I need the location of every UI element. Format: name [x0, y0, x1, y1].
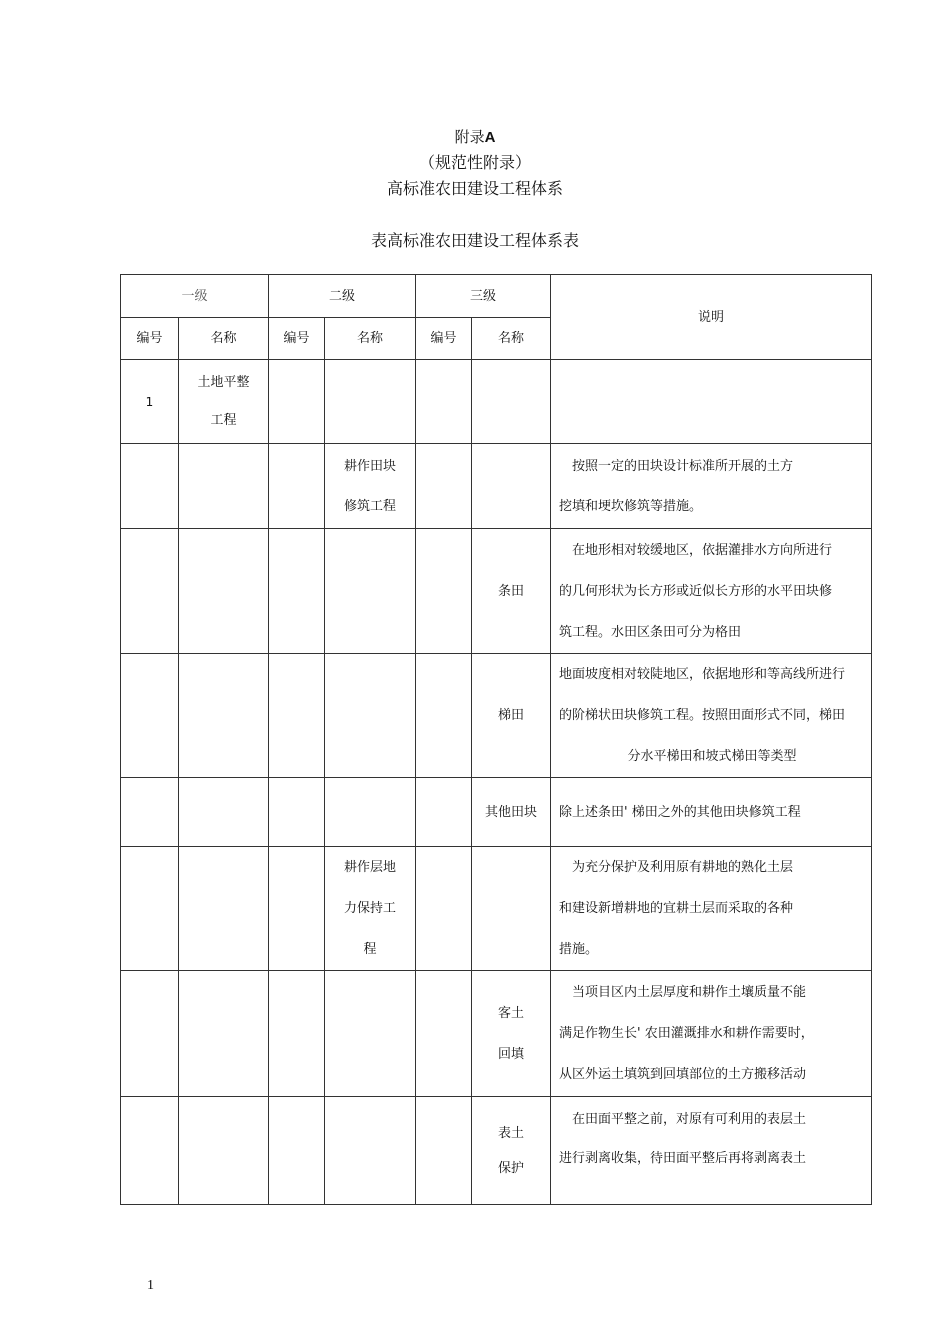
l1-name-line: 工程 — [210, 413, 237, 428]
l3-name-line: 表土 — [498, 1125, 525, 1141]
engineering-system-table — [120, 274, 872, 1205]
description-line: 的阶梯状田块修筑工程。按照田面形式不同，梯田 — [559, 708, 846, 723]
l2-name-line: 修筑工程 — [344, 498, 397, 514]
table-title: 表高标准农田建设工程体系表 — [370, 231, 579, 250]
description-cell — [551, 529, 872, 654]
description-line: 按照一定的田块设计标准所开展的土方 — [559, 458, 794, 474]
description-line: 挖填和埂坎修筑等措施。 — [559, 498, 703, 514]
level2-header: 二级 — [269, 275, 416, 318]
description-line: 当项目区内土层厚度和耕作土壤质量不能 — [559, 985, 807, 1000]
l3-code-header: 编号 — [416, 318, 472, 360]
table-row — [121, 1097, 872, 1205]
l1-name-header: 名称 — [179, 318, 269, 360]
l3-name — [472, 971, 551, 1097]
table-row — [121, 778, 872, 847]
description-line: 和建设新增耕地的宜耕土层而采取的各种 — [559, 901, 794, 916]
description-line: 地面坡度相对较陡地区，依据地形和等高线所进行 — [559, 667, 846, 682]
description-line: 为充分保护及利用原有耕地的熟化土层 — [559, 860, 794, 875]
normative-note: （规范性附录） — [418, 153, 531, 172]
l2-name-header: 名称 — [325, 318, 416, 360]
table-row — [121, 847, 872, 971]
l3-name: 其他田块 — [472, 778, 551, 847]
table-row — [121, 971, 872, 1097]
l2-name-line: 耕作层地 — [344, 860, 397, 875]
description-line: 在地形相对较缓地区，依据灌排水方向所进行 — [559, 542, 833, 558]
description-line: 进行剥离收集，待田面平整后再将剥离表土 — [559, 1151, 807, 1166]
l2-name-line: 耕作田块 — [344, 458, 397, 474]
l1-name — [179, 360, 269, 444]
l3-name-line: 客土 — [498, 1005, 525, 1021]
l3-name-line: 保护 — [498, 1160, 525, 1176]
l3-name: 梯田 — [472, 654, 551, 778]
l3-name: 条田 — [472, 529, 551, 654]
table-row — [121, 529, 872, 654]
l2-name — [325, 847, 416, 971]
description-line: 分水平梯田和坡式梯田等类型 — [627, 749, 797, 764]
description-cell — [551, 654, 872, 778]
description-cell — [551, 1097, 872, 1205]
level1-header: 一级 — [121, 275, 269, 318]
appendix-label: 附录 — [454, 128, 485, 146]
system-title: 高标准农田建设工程体系 — [386, 179, 563, 198]
level3-header: 三级 — [416, 275, 551, 318]
description-line: 在田面平整之前，对原有可利用的表层土 — [559, 1112, 807, 1127]
l3-name-header: 名称 — [472, 318, 551, 360]
table-row — [121, 360, 872, 444]
page-number: 1 — [147, 1278, 154, 1293]
description-line: 措施。 — [559, 942, 599, 957]
description-cell — [551, 444, 872, 529]
l2-code-header: 编号 — [269, 318, 325, 360]
description-cell — [551, 847, 872, 971]
description-line: 满足作物生长' 农田灌溉排水和耕作需要时， — [559, 1026, 814, 1041]
description-cell — [551, 778, 872, 847]
header-row-levels — [121, 275, 872, 318]
l3-name — [472, 1097, 551, 1205]
l1-code: 1 — [121, 360, 179, 444]
description-line: 从区外运土填筑到回填部位的土方搬移活动 — [559, 1067, 807, 1082]
table-row — [121, 444, 872, 529]
l1-code-header: 编号 — [121, 318, 179, 360]
l3-name-line: 回填 — [498, 1046, 525, 1062]
description-line: 除上述条田' 梯田之外的其他田块修筑工程 — [559, 804, 801, 820]
l1-name-line: 土地平整 — [197, 375, 250, 390]
description-line: 筑工程。水田区条田可分为格田 — [559, 624, 742, 640]
l2-name — [325, 444, 416, 529]
l2-name-line: 程 — [363, 942, 377, 957]
description-header: 说明 — [551, 275, 872, 360]
appendix-letter: A — [484, 129, 496, 146]
description-cell — [551, 971, 872, 1097]
table-row — [121, 654, 872, 778]
description-line: 的几何形状为长方形或近似长方形的水平田块修 — [559, 583, 833, 599]
appendix-heading — [0, 126, 950, 147]
l2-name-line: 力保持工 — [344, 901, 397, 916]
